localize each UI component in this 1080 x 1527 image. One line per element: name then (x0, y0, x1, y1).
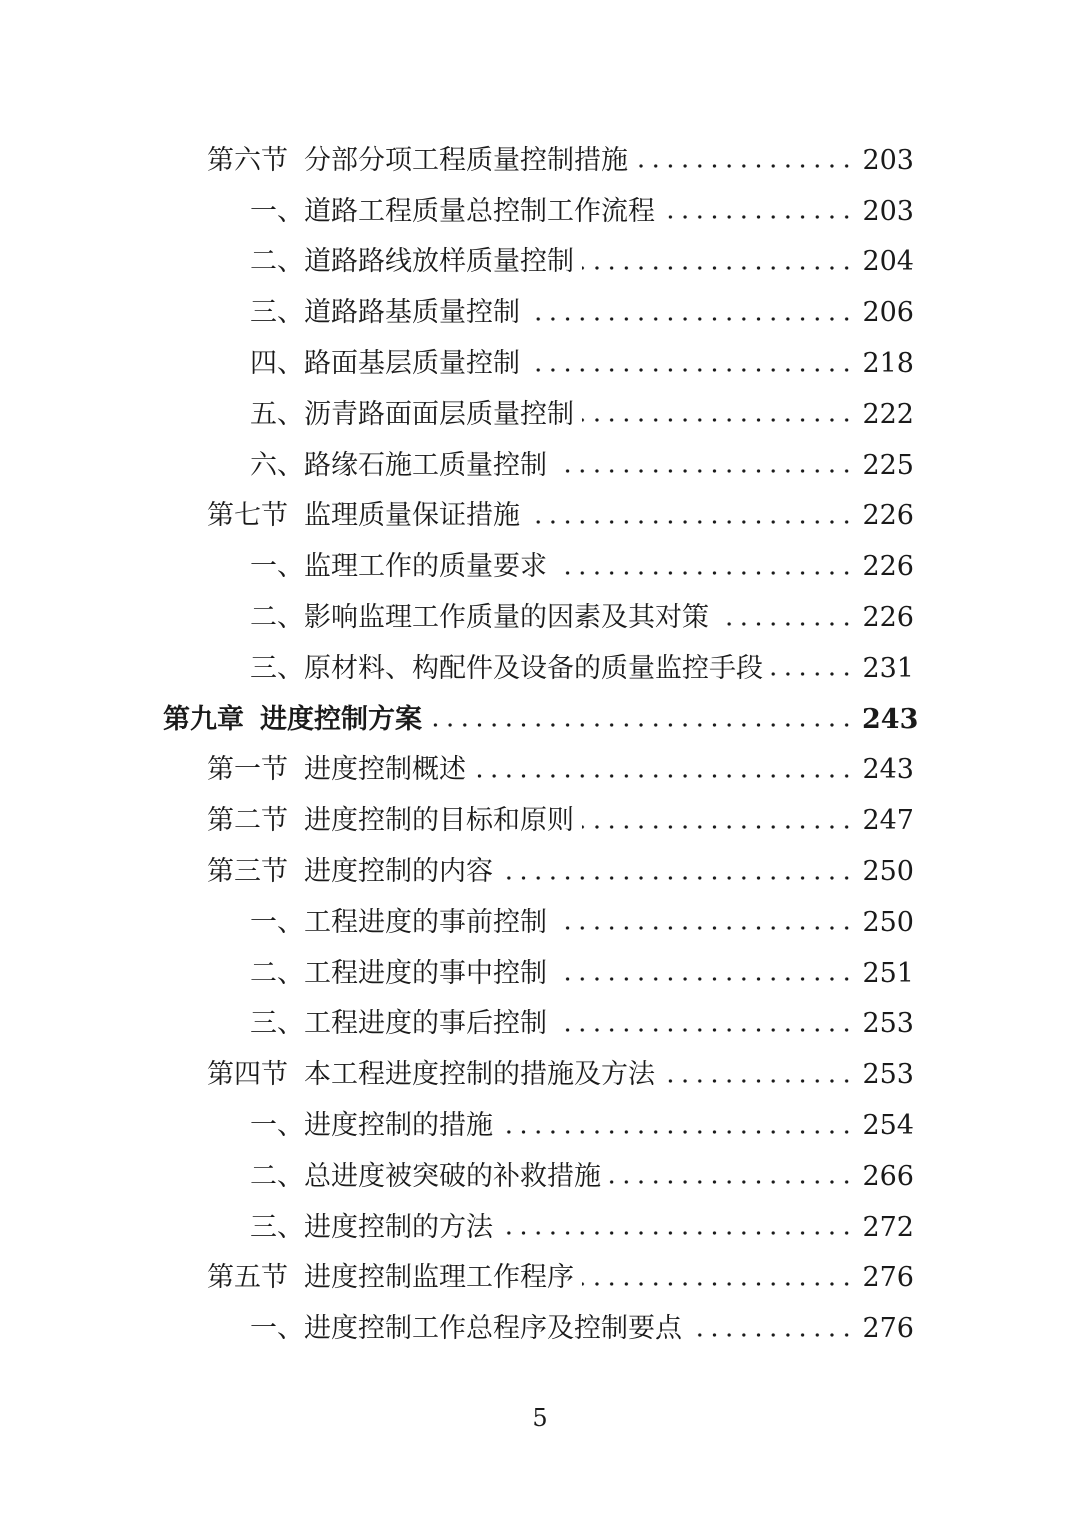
toc-section-entry[interactable] (0, 491, 1080, 542)
dot-leader (663, 204, 854, 231)
toc-entry-title: 路缘石施工质量控制 (304, 449, 547, 481)
toc-section-entry[interactable] (0, 795, 1080, 846)
toc-entry-page-number: 226 (862, 551, 914, 583)
toc-entry-page-number: 247 (862, 805, 914, 837)
toc-entry-page-number: 272 (862, 1211, 914, 1243)
toc-subsection-entry[interactable] (0, 338, 1080, 389)
toc-entry-page-number: 250 (862, 856, 914, 888)
dot-leader (555, 966, 854, 993)
toc-entry-prefix: 六、 (250, 449, 304, 481)
toc-entry-page-number: 203 (862, 195, 914, 227)
dot-leader (501, 1220, 854, 1247)
toc-entry-prefix: 三、 (250, 1008, 304, 1040)
toc-entry-prefix: 三、 (250, 1211, 304, 1243)
toc-entry-page-number: 225 (862, 449, 914, 481)
toc-entry-prefix: 第三节 (207, 856, 288, 888)
toc-entry-prefix: 第五节 (207, 1262, 288, 1294)
toc-entry-title: 工程进度的事前控制 (304, 906, 547, 938)
toc-entry-page-number: 253 (862, 1059, 914, 1091)
dot-leader (582, 813, 854, 840)
toc-entry-prefix: 第四节 (207, 1059, 288, 1091)
toc-chapter-entry[interactable] (0, 694, 1080, 745)
toc-entry-prefix: 第六节 (207, 144, 288, 176)
toc-subsection-entry[interactable] (0, 389, 1080, 440)
toc-entry-page-number: 254 (862, 1110, 914, 1142)
toc-subsection-entry[interactable] (0, 237, 1080, 288)
dot-leader (609, 1169, 854, 1196)
dot-leader (771, 661, 854, 688)
toc-entry-title: 进度控制的目标和原则 (304, 805, 574, 837)
dot-leader (717, 610, 854, 637)
dot-leader (474, 762, 854, 789)
dot-leader (690, 1321, 854, 1348)
toc-entry-prefix: 一、 (250, 195, 304, 227)
toc-entry-title: 工程进度的事后控制 (304, 1008, 547, 1040)
toc-entry-title: 进度控制的内容 (304, 856, 493, 888)
toc-entry-page-number: 226 (862, 500, 914, 532)
page-number: 5 (532, 1404, 548, 1432)
toc-entry-title: 道路路线放样质量控制 (304, 246, 574, 278)
toc-entry-title: 路面基层质量控制 (304, 348, 520, 380)
toc-subsection-entry[interactable] (0, 999, 1080, 1050)
dot-leader (430, 712, 854, 739)
toc-entry-prefix: 二、 (250, 1160, 304, 1192)
toc-entry-page-number: 218 (862, 348, 914, 380)
toc-entry-prefix: 第一节 (207, 754, 288, 786)
toc-section-entry[interactable] (0, 745, 1080, 796)
table-of-contents (0, 135, 1080, 1354)
dot-leader (582, 254, 854, 281)
toc-entry-page-number: 226 (862, 602, 914, 634)
toc-entry-page-number: 243 (862, 754, 914, 786)
toc-entry-prefix: 二、 (250, 246, 304, 278)
dot-leader (528, 305, 854, 332)
toc-entry-page-number: 222 (862, 398, 914, 430)
toc-subsection-entry[interactable] (0, 1100, 1080, 1151)
toc-subsection-entry[interactable] (0, 643, 1080, 694)
dot-leader (555, 915, 854, 942)
dot-leader (555, 458, 854, 485)
toc-subsection-entry[interactable] (0, 186, 1080, 237)
toc-entry-prefix: 二、 (250, 602, 304, 634)
toc-entry-prefix: 一、 (250, 1313, 304, 1345)
toc-entry-prefix: 三、 (250, 652, 304, 684)
toc-section-entry[interactable] (0, 846, 1080, 897)
dot-leader (636, 153, 854, 180)
dot-leader (501, 864, 854, 891)
dot-leader (555, 1016, 854, 1043)
toc-entry-title: 道路工程质量总控制工作流程 (304, 195, 655, 227)
toc-entry-prefix: 第九章 (163, 703, 244, 735)
toc-entry-title: 道路路基质量控制 (304, 297, 520, 329)
toc-entry-prefix: 三、 (250, 297, 304, 329)
toc-entry-title: 本工程进度控制的措施及方法 (304, 1059, 655, 1091)
dot-leader (555, 559, 854, 586)
toc-subsection-entry[interactable] (0, 440, 1080, 491)
dot-leader (663, 1067, 854, 1094)
toc-entry-title: 原材料、构配件及设备的质量监控手段 (304, 652, 763, 684)
toc-section-entry[interactable] (0, 1049, 1080, 1100)
toc-entry-prefix: 四、 (250, 348, 304, 380)
toc-entry-page-number: 203 (862, 144, 914, 176)
dot-leader (582, 407, 854, 434)
toc-section-entry[interactable] (0, 135, 1080, 186)
toc-entry-title: 监理工作的质量要求 (304, 551, 547, 583)
toc-subsection-entry[interactable] (0, 897, 1080, 948)
toc-section-entry[interactable] (0, 1253, 1080, 1304)
toc-entry-prefix: 一、 (250, 551, 304, 583)
toc-entry-title: 影响监理工作质量的因素及其对策 (304, 602, 709, 634)
toc-entry-title: 进度控制监理工作程序 (304, 1262, 574, 1294)
toc-entry-prefix: 二、 (250, 957, 304, 989)
dot-leader (582, 1270, 854, 1297)
toc-entry-page-number: 206 (862, 297, 914, 329)
toc-entry-title: 进度控制方案 (260, 703, 422, 735)
toc-entry-title: 进度控制概述 (304, 754, 466, 786)
toc-entry-prefix: 一、 (250, 1110, 304, 1142)
toc-entry-prefix: 五、 (250, 398, 304, 430)
toc-entry-page-number: 243 (862, 703, 919, 735)
dot-leader (528, 508, 854, 535)
toc-entry-page-number: 253 (862, 1008, 914, 1040)
toc-entry-prefix: 第二节 (207, 805, 288, 837)
toc-entry-page-number: 276 (862, 1313, 914, 1345)
toc-entry-page-number: 276 (862, 1262, 914, 1294)
toc-entry-title: 分部分项工程质量控制措施 (304, 144, 628, 176)
dot-leader (501, 1118, 854, 1145)
toc-entry-title: 监理质量保证措施 (304, 500, 520, 532)
dot-leader (528, 356, 854, 383)
toc-subsection-entry[interactable] (0, 592, 1080, 643)
toc-subsection-entry[interactable] (0, 1303, 1080, 1354)
toc-entry-title: 进度控制的方法 (304, 1211, 493, 1243)
toc-entry-page-number: 231 (862, 652, 914, 684)
toc-subsection-entry[interactable] (0, 287, 1080, 338)
toc-entry-title: 工程进度的事中控制 (304, 957, 547, 989)
toc-entry-title: 进度控制的措施 (304, 1110, 493, 1142)
toc-entry-title: 进度控制工作总程序及控制要点 (304, 1313, 682, 1345)
toc-entry-prefix: 第七节 (207, 500, 288, 532)
toc-subsection-entry[interactable] (0, 948, 1080, 999)
toc-entry-title: 沥青路面面层质量控制 (304, 398, 574, 430)
toc-subsection-entry[interactable] (0, 1151, 1080, 1202)
toc-subsection-entry[interactable] (0, 541, 1080, 592)
toc-entry-page-number: 266 (862, 1160, 914, 1192)
toc-entry-page-number: 250 (862, 906, 914, 938)
toc-subsection-entry[interactable] (0, 1202, 1080, 1253)
toc-entry-page-number: 251 (862, 957, 914, 989)
toc-entry-page-number: 204 (862, 246, 914, 278)
toc-entry-prefix: 一、 (250, 906, 304, 938)
toc-entry-title: 总进度被突破的补救措施 (304, 1160, 601, 1192)
